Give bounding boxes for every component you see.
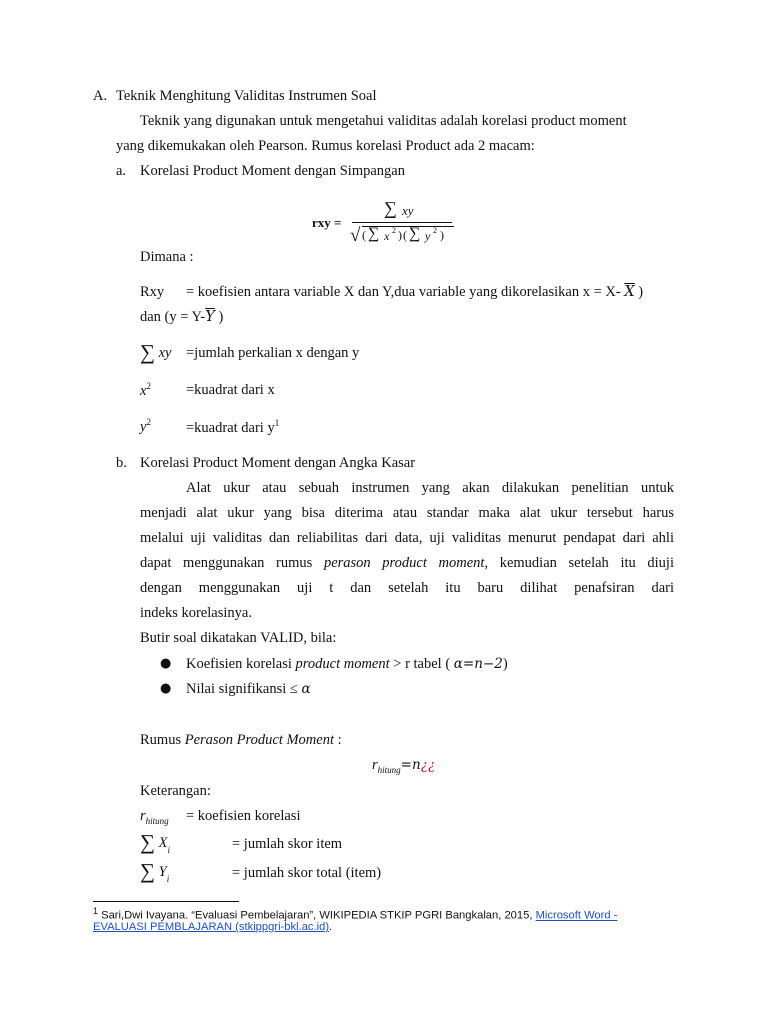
y-squared-symbol [140,417,151,436]
sum-xy-symbol [140,342,171,364]
rxy-desc2-open: dan (y = Y- [140,309,206,325]
bullet-2-dot: ● [160,681,172,696]
den-open-2: ( [403,228,407,242]
intro-line-1: Teknik yang digunakan untuk mengetahui validitas adalah korelasi product moment [140,113,627,129]
rxy-formula [312,195,462,250]
k2-symbol [140,832,170,856]
para-line-2: menjadi alat ukur yang bisa diterima atau standar maka alat ukur tersebut harus [140,505,674,521]
den-close-1: ) [398,228,402,242]
formula-err: ¿¿ [420,757,436,773]
y-exp: 2 [146,417,151,427]
sqrt-icon: √ [350,225,361,246]
rxy-label: Rxy [140,284,165,300]
formula-r: r [372,757,378,773]
den-y: y [425,229,431,243]
footnote-link-1[interactable]: Microsoft Word - [535,909,618,922]
r-hitung-formula [372,757,435,776]
x-squared-desc: =kuadrat dari x [186,382,275,398]
y-var: y [140,418,147,435]
intro-line-2: yang dikemukakan oleh Pearson. Rumus korelasi Product ada 2 macam: [116,138,535,154]
k2-desc: = jumlah skor item [232,836,343,852]
rumus-line [140,732,342,749]
k2-var: X [158,835,168,851]
k3-symbol [140,861,169,885]
para-line-4-italic: perason product moment [323,555,485,571]
footnote-ref: 1 [274,418,280,428]
section-a-heading: Teknik Menghitung Validitas Instrumen Soal [116,88,377,104]
para-line-4-post: , kemudian setelah itu diuji [484,555,674,571]
para-line-4-pre: dapat menggunakan rumus [140,555,313,571]
bullet-1-close: ) [502,656,508,672]
alpha-symbol: α [301,681,311,697]
x-bar-symbol: $\overline{X}$ [624,284,635,300]
y-squared-desc [186,418,279,437]
keterangan-label: Keterangan: [140,783,211,799]
footnote-divider [93,901,239,902]
sigma-icon: ∑ [140,340,155,364]
den-open-1: ( [362,228,366,242]
k1-r: r [140,808,146,824]
y-squared-desc-text: =kuadrat dari y [186,419,275,436]
sum-xy-desc: =jumlah perkalian x dengan y [186,345,360,361]
bullet-1-post: > r tabel ( [393,656,451,672]
para-line-3: melalui uji validitas dan reliabilitas dari data, uji validitas menurut pendapat dari ahli [140,530,674,546]
footnote-end: . [329,921,333,933]
bullet-1 [186,656,508,673]
sub-a-marker: a. [116,163,127,179]
dimana-label: Dimana : [140,249,194,265]
den-sigma-1: ∑ [368,225,380,242]
den-y-exp: 2 [433,226,437,235]
k1-symbol [140,808,169,827]
rxy-desc [186,284,643,301]
k3-var: Y [158,864,167,880]
para-line-5: dengan menggunakan uji t dan setelah itu baru dilihat penafsiran dari [140,580,674,596]
para-line-6: indeks korelasinya. [140,605,252,621]
x-var: x [140,382,147,399]
formula-xy: xy [402,203,414,218]
rxy-desc2-close: ) [218,309,224,325]
rumus-pre: Rumus [140,732,182,748]
footnote-number: 1 [93,906,99,916]
rumus-italic: Perason Product Moment [184,732,334,748]
den-close-2: ) [440,228,444,242]
footnote-text: Sari,Dwi Ivayana. “Evaluasi Pembelajaran”, WIKIPEDIA STKIP PGRI Bangkalan, 2015, [101,909,533,922]
rxy-desc-text: = koefisien antara variable X dan Y,dua variable yang dikorelasikan x = X- [186,284,621,300]
valid-intro: Butir soal dikatakan VALID, bila: [140,630,337,646]
sub-b-marker: b. [116,455,127,471]
den-sigma-2: ∑ [409,225,421,242]
bullet-1-pre: Koefisien korelasi [186,656,292,672]
bullet-1-italic: product moment [295,656,390,672]
footnote-link-2[interactable]: EVALUASI PEMBLAJARAN (stkippgri-bkl.ac.id) [93,921,330,933]
den-x: x [384,229,390,243]
bullet-2 [186,681,311,698]
bullet-1-formula: α=n−2 [453,656,503,672]
section-a-marker: A. [93,88,108,104]
formula-eq: =n [400,757,421,773]
para-line-4 [140,555,674,572]
k1-desc: = koefisien korelasi [186,808,301,824]
sub-b-heading: Korelasi Product Moment dengan Angka Kasar [140,455,416,471]
sum-xy-var: xy [158,345,172,361]
para-line-1: Alat ukur atau sebuah instrumen yang akan dilakukan penelitian untuk [186,480,674,496]
k1-sub: hitung [145,815,169,826]
x-exp: 2 [146,381,151,391]
bullet-1-dot: ● [160,656,172,671]
rumus-post: : [337,732,342,748]
k2-sigma-icon: ∑ [140,830,155,854]
rxy-desc-close: ) [638,284,644,300]
y-bar-symbol: $\overline{Y}$ [205,309,215,325]
k3-sub: i [166,873,170,884]
formula-lhs: rxy = [312,215,342,230]
den-x-exp: 2 [392,226,396,235]
formula-sub: hitung [377,764,401,775]
bullet-2-text: Nilai signifikansi ≤ [186,681,298,697]
x-squared-symbol [140,381,151,400]
sub-a-heading: Korelasi Product Moment dengan Simpangan [140,163,405,179]
footnote-line-2 [93,921,332,934]
formula-sigma-num: ∑ [384,198,397,218]
k3-desc: = jumlah skor total (item) [232,865,382,881]
fraction-bar [352,222,452,223]
k2-sub: i [167,844,170,855]
rxy-desc-line2 [140,309,223,326]
k3-sigma-icon: ∑ [140,859,155,883]
